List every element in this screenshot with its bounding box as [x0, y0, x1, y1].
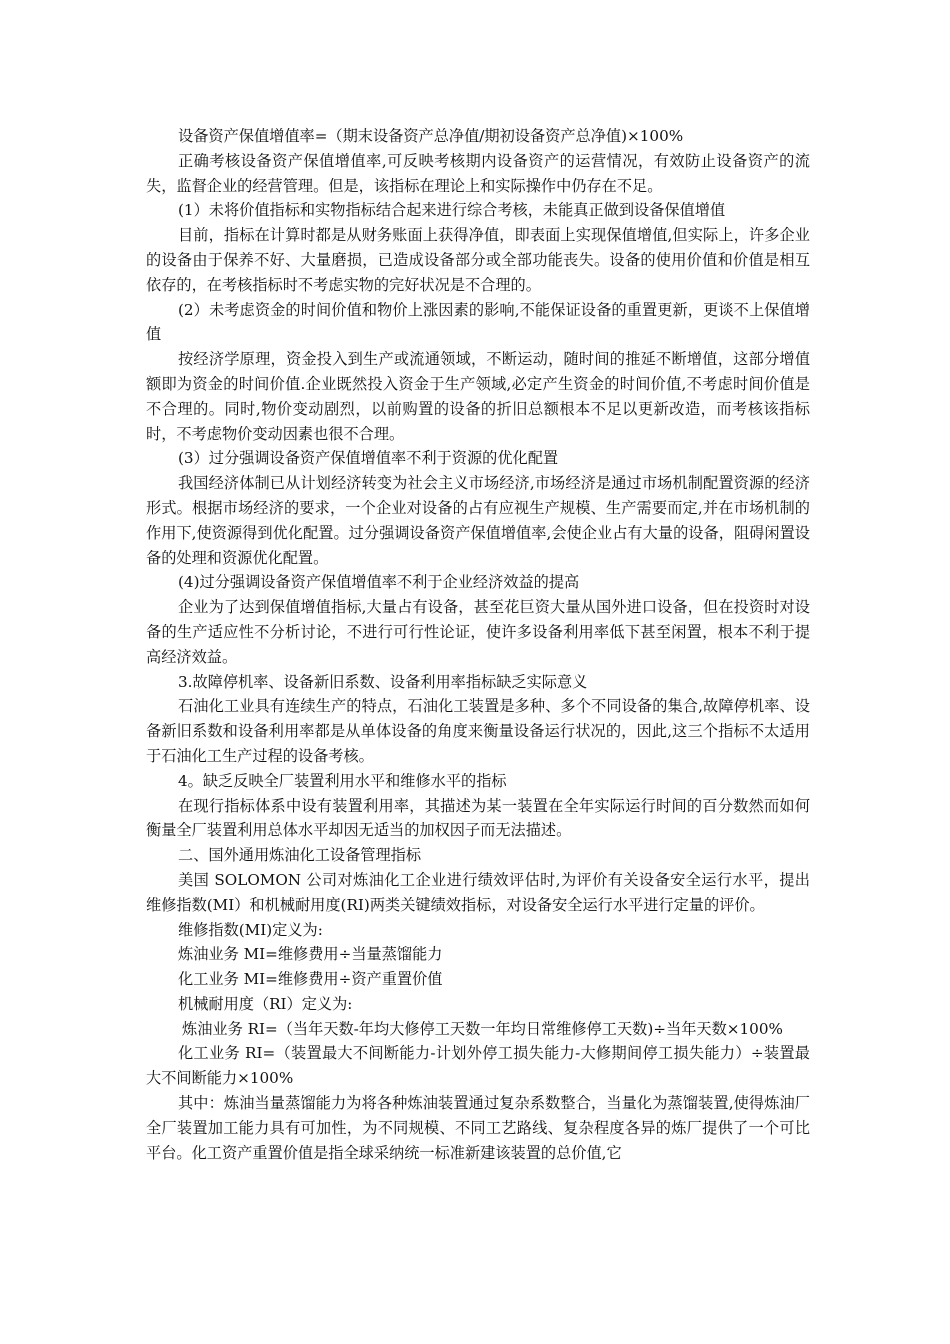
subheading-point-2: (2）未考虑资金的时间价值和物价上涨因素的影响,不能保证设备的重置更新，更谈不上保值增值 [146, 300, 810, 344]
document-page [146, 124, 810, 1165]
paragraph-body: 我国经济体制已从计划经济转变为社会主义市场经济,市场经济是通过市场机制配置资源的经济形式。根据市场经济的要求，一个企业对设备的占有应视生产规模、生产需要而定,并在市场机制的作用下,使资源得到优化配置。过分强调设备资产保值增值率,会使企业占有大量的设备，阻碍闲置设备的处理和资源优化配置。 [146, 474, 810, 567]
heading-item-4: 4。缺乏反映全厂装置利用水平和维修水平的指标 [178, 771, 507, 790]
paragraph-body: 正确考核设备资产保值增值率,可反映考核期内设备资产的运营情况，有效防止设备资产的流失，监督企业的经营管理。但是，该指标在理论上和实际操作中仍存在不足。 [146, 151, 810, 195]
heading-item-3: 3.故障停机率、设备新旧系数、设备利用率指标缺乏实际意义 [178, 672, 588, 691]
paragraph-body: 石油化工业具有连续生产的特点，石油化工装置是多种、多个不同设备的集合,故障停机率、设备新旧系数和设备利用率都是从单体设备的角度来衡量设备运行状况的，因此,这三个指标不太适用于石油化工生产过程的设备考核。 [146, 697, 810, 765]
section-heading-2: 二、国外通用炼油化工设备管理指标 [178, 846, 421, 865]
paragraph-body: 美国 SOLOMON 公司对炼油化工企业进行绩效评估时,为评价有关设备安全运行水平，提出维修指数(MI）和机械耐用度(RI)两类关键绩效指标，对设备安全运行水平进行定量的评价。 [146, 870, 810, 914]
mi-definition-label: 维修指数(MI)定义为: [178, 920, 323, 939]
formula-refining-ri: 炼油业务 RI=（当年天数-年均大修停工天数一年均日常维修停工天数)÷当年天数×100% [182, 1019, 783, 1038]
paragraph-body: 目前，指标在计算时都是从财务账面上获得净值，即表面上实现保值增值,但实际上，许多企业的设备由于保养不好、大量磨损，已造成设备部分或全部功能丧失。设备的使用价值和价值是相互依存的，在考核指标时不考虑实物的完好状况是不合理的。 [146, 226, 810, 294]
formula-asset-preservation-rate: 设备资产保值增值率=（期末设备资产总净值/期初设备资产总净值)×100% [178, 127, 684, 145]
formula-chemical-ri: 化工业务 RI=（装置最大不间断能力-计划外停工损失能力-大修期间停工损失能力）÷装置最大不间断能力×100% [146, 1044, 810, 1088]
subheading-point-1: (1）未将价值指标和实物指标结合起来进行综合考核，未能真正做到设备保值增值 [178, 201, 726, 220]
paragraph-body: 企业为了达到保值增值指标,大量占有设备，甚至花巨资大量从国外进口设备，但在投资时对设备的生产适应性不分析讨论，不进行可行性论证，使许多设备利用率低下甚至闲置，根本不利于提高经济效益。 [146, 598, 810, 666]
formula-chemical-mi: 化工业务 MI=维修费用÷资产重置价值 [178, 970, 443, 989]
paragraph-body: 在现行指标体系中设有装置利用率，其描述为某一装置在全年实际运行时间的百分数然而如何衡量全厂装置利用总体水平却因无适当的加权因子而无法描述。 [146, 796, 810, 840]
subheading-point-4: (4)过分强调设备资产保值增值率不利于企业经济效益的提高 [178, 573, 580, 592]
paragraph-body: 其中：炼油当量蒸馏能力为将各种炼油装置通过复杂系数整合，当量化为蒸馏装置,使得炼油厂全厂装置加工能力具有可加性，为不同规模、不同工艺路线、复杂程度各异的炼厂提供了一个可比平台。化工资产重置价值是指全球采纳统一标准新建该装置的总价值,它 [146, 1094, 810, 1162]
paragraph-body: 按经济学原理，资金投入到生产或流通领域，不断运动，随时间的推延不断增值，这部分增值额即为资金的时间价值.企业既然投入资金于生产领域,必定产生资金的时间价值,不考虑时间价值是不合理的。同时,物价变动剧烈，以前购置的设备的折旧总额根本不足以更新改造，而考核该指标时，不考虑物价变动因素也很不合理。 [146, 350, 810, 443]
ri-definition-label: 机械耐用度（RI）定义为: [178, 994, 353, 1013]
subheading-point-3: (3）过分强调设备资产保值增值率不利于资源的优化配置 [178, 449, 559, 468]
formula-refining-mi: 炼油业务 MI=维修费用÷当量蒸馏能力 [178, 945, 443, 964]
